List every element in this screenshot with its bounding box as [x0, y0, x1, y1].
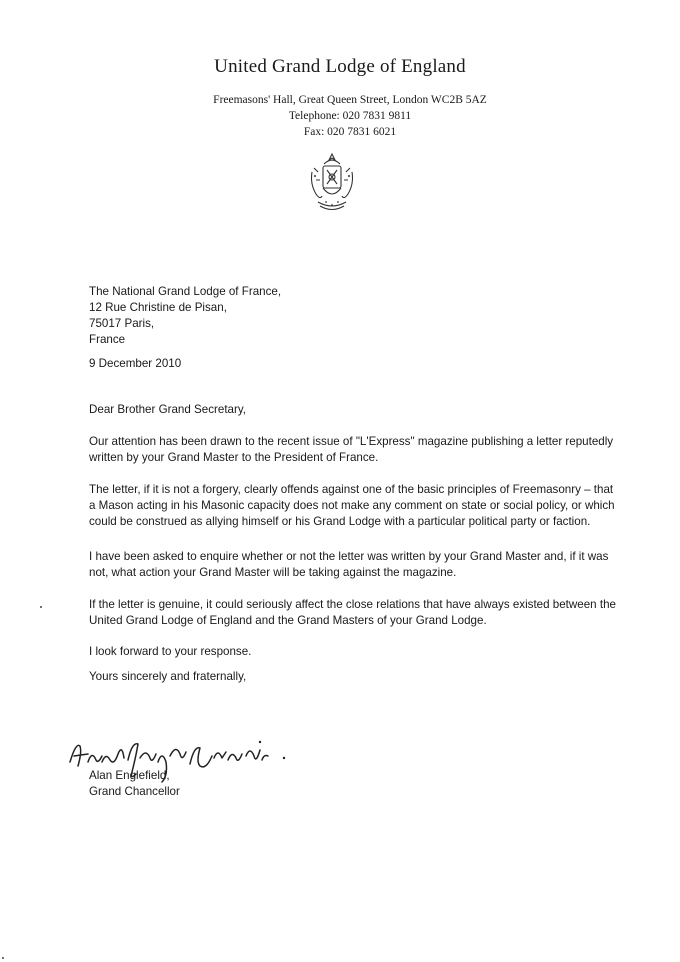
signatory-name: Alan Englefield, [89, 769, 170, 782]
recipient-line: 12 Rue Christine de Pisan, [89, 301, 227, 314]
signatory [89, 768, 619, 800]
recipient-line: The National Grand Lodge of France, [89, 285, 282, 298]
letter-date: 9 December 2010 [89, 357, 182, 370]
letterhead-fax: Fax: 020 7831 6021 [303, 126, 397, 138]
paragraph-3: I have been asked to enquire whether or not the letter was written by your Grand Master and, if it was not, what action your Grand Master will be taking against the magazine. [89, 550, 609, 579]
closing: Yours sincerely and fraternally, [89, 670, 247, 683]
paragraph-5: I look forward to your response. [89, 645, 252, 658]
scan-speck [40, 606, 42, 608]
letterhead-address: Freemasons' Hall, Great Queen Street, London WC2B 5AZ [213, 94, 487, 106]
scan-speck [2, 957, 4, 959]
paragraph-4: If the letter is genuine, it could seriously affect the close relations that have always existed between the United Grand Lodge of England and the Grand Masters of your Grand Lodge. [89, 598, 616, 627]
paragraph-2: The letter, if it is not a forgery, clearly offends against one of the basic principles of Freemasonry – that a Mason acting in his Masonic capacity does not make any comment on state or social policy, or which could be construed as allying himself or his Grand Lodge with a particular political party or faction. [89, 483, 615, 528]
salutation: Dear Brother Grand Secretary, [89, 403, 247, 416]
recipient-line: France [89, 333, 126, 346]
masonic-crest-icon [306, 150, 358, 216]
recipient-address [89, 284, 619, 348]
paragraph-1: Our attention has been drawn to the recent issue of "L'Express" magazine publishing a letter reputedly written by your Grand Master to the President of France. [89, 435, 614, 464]
letterhead-telephone: Telephone: 020 7831 9811 [288, 110, 412, 122]
letterhead-title: United Grand Lodge of England [214, 56, 466, 77]
recipient-line: 75017 Paris, [89, 317, 155, 330]
signatory-title: Grand Chancellor [89, 785, 180, 798]
